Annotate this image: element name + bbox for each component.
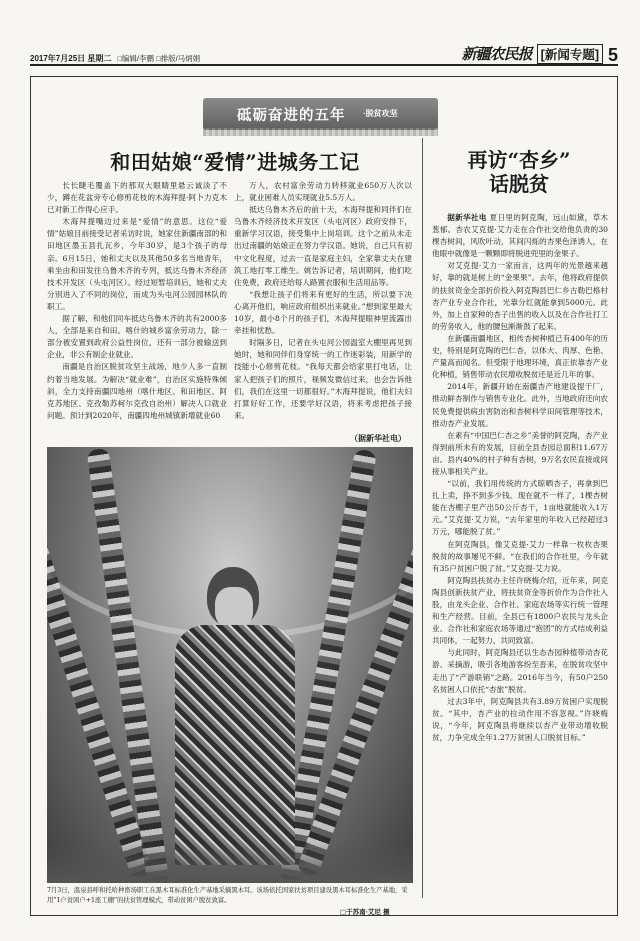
right-article-title — [432, 148, 606, 196]
paragraph: 木海拜提嘴边过来是“爱情”的意思。这位“爱情”姑娘目前接受记者采访时说，她家住新疆南部的和田地区墨玉县扎瓦乡，今年30岁，是3个孩子的母亲。6月15日，她和丈夫以及其他50多名当地青年，乘坐由和田发往乌鲁木齐的专列，抵达乌鲁木齐经济技术开发区（头屯河区）。经过短暂培训后，她和丈夫分别进入了不同的岗位，而成为头屯河公园园林队的职工。 — [47, 217, 227, 311]
topic-banner — [203, 98, 438, 130]
right-title-line-2: 话脱贫 — [489, 172, 549, 196]
paragraph: “以前，我们用传统的方式晾晒杏子，再拿到巴扎上卖，挣不到多少钱。现在就不一样了，1棵杏树能在杏棚子里产出50公斤杏干，1亩地就能收入1万元。”艾克提·艾力说，“去年家里的年收入已经超过3万元，哪能脱了贫。” — [432, 479, 608, 537]
left-article-column-2 — [234, 180, 412, 436]
news-photo — [47, 447, 413, 883]
left-article-column-1 — [47, 180, 227, 442]
left-article-source: （据新华社电） — [350, 433, 406, 443]
paragraph-text: 夏日里的阿克陶，远山如黛，草木葱郁。杏农艾克提·艾力走在合作社交给他负责的30棵杏树间，风吹叶动，其间闪烁的杏果色泽诱人，在他眼中就像是一颗颗即将脱进兜里的金果子。 — [432, 213, 608, 259]
ground-shadow — [47, 843, 413, 883]
paragraph: 在阿克陶县，像艾克提·艾力一样靠一枚枚杏果脱贫的故事屡见不鲜。“在我们的合作社里，今年就有35户贫困户脱了贫。”艾克提·艾力说。 — [432, 539, 608, 573]
paragraph: 长长睫毛覆盖下的那双大眼睛里悬云诚淡了不少，蹲在花盆旁专心修剪花枝的木海拜提·阿卜力克木已对新工作得心应手。 — [47, 181, 227, 215]
editor-credit: □编辑/李鹏 □排版/马炳娟 — [117, 54, 201, 63]
paragraph: 2014年，新疆开始在南疆杏产地建设提干厂，推动鲜杏制作与销售专业化。此外，当地政府还向农民免费提供病虫害防治和杏树科学田间管理等技术，推动杏产业发展。 — [432, 382, 608, 428]
page-number: 5 — [607, 45, 618, 65]
paragraph: 过去3年中，阿克陶县共有3.89万贫困户实现脱贫。“其中，杏产业的拉动作用不容忽视。”许晓梅说，“今年，阿克陶县将继续以杏产业带动增收脱贫，力争完成全年1.27万贫困人口脱贫目标。” — [432, 696, 608, 743]
banner-decoration — [203, 128, 438, 136]
paragraph: 时隔多日，记者在头屯河公园温室大棚里再见到她时，她和同伴们身穿统一的工作迷彩装，用新学的技能小心修剪花枝。“我每天都会给家里打电话，让家人把孩子们的照片，视频发微信过来，也会告诉他们，我们在这里一切都很好。”木海拜提说，他们夫妇打算好好工作，还要学好汉语，将来考虑把孩子接来。 — [234, 338, 412, 420]
paragraph: 与此同时，阿克陶县还以生态杏园种植带动杏花游、采摘游，吸引各地游客纷至沓来，在脱贫攻坚中走出了“产游联销”之路。2016年当今，有50户250名贫困人口依托“杏旅”脱贫。 — [432, 648, 608, 694]
section-label: [新闻专题] — [537, 44, 603, 64]
paragraph: “我想让孩子们将来有更好的生活，所以要下决心离开他们，响应政府组织出来就业。”想到家里最大10岁，最小8个月的孩子们，木海拜提眼神里流露出牵挂和忧愁。 — [234, 289, 412, 336]
paragraph: 对艾克提·艾力一家而言，这两年的光景越来越好，靠的就是树上的“金果果”。去年，他将政府提供的扶贫资金全部折价投入阿克陶县巴仁乡古勒巴格村杏产业专业合作社，光靠分红就能拿到5000元。此外，加上自家种的杏子出售的收入以及在合作社打工的劳务收入，他的腰包渐渐鼓了起来。 — [432, 261, 608, 331]
newspaper-name: 新疆农民报 — [461, 45, 532, 63]
paragraph: 据了解，和他们同车抵达乌鲁木齐的共有2000多人，全部是来自和田、喀什的城乡富余劳动力，除一部分被安置到政府公益性岗位，还有一部分被输送到企业，非公有制企业就业。 — [47, 314, 227, 360]
banner-subtitle: ·脱贫攻坚 — [363, 109, 398, 118]
right-article-body — [432, 212, 608, 898]
masthead — [462, 43, 618, 64]
paragraph: 抵达乌鲁木齐后的前十天，木海拜提和同伴们在乌鲁木齐经济技术开发区（头屯河区）政府安排下，重新学习汉语，接受集中上岗培训。这个之前从未走出过南疆的姑娘正在努力学汉语。她说，自己只有初中文化程度，过去一直是家庭主妇，全家靠丈夫在建筑工地打零工维生。姚告诉记者，培训期间，他们吃住免费，政府还给每人路置衣服和生活用品等。 — [234, 205, 412, 287]
paragraph: 在新疆南疆地区，相传杏树种植已有400年的历史，特别是阿克陶的巴仁杏，以体大、肉厚、色艳、产量高而闻名。但受限于地理环境，真正依靠杏产业化种植，销售带动农民增收脱贫还是近几年的事。 — [432, 333, 608, 380]
photo-caption: 7月3日，温泉县呼和托哈种畜场职工在黑木耳标准化生产基地采摘黑木耳。该场依托国家扶贫项目建设黑木耳标准化生产基地，采用“1户贫困户+1座工棚”的扶贫管理模式，带动贫困户脱贫致富。 — [47, 887, 408, 904]
paragraph: 万人，农村富余劳动力转移就业650万人次以上，就业困难人员实现就业5.5万人。 — [234, 181, 412, 203]
banner-title: 砥砺奋进的五年 — [237, 107, 346, 124]
worker-figure — [167, 567, 297, 867]
column-divider — [422, 138, 423, 898]
paragraph: 南疆是自治区脱贫攻坚主战场，地少人多一直制约着当地发展。为解决“就业难”，自治区实施特殊倾斜，全力支持南疆四地州（喀什地区、和田地区、阿克苏地区、克孜勒苏柯尔克孜自治州）解决人口就业问题。预计到2020年，南疆四地州城镇新增就业60 — [47, 362, 227, 420]
worker-patterned-shirt — [175, 625, 295, 865]
paragraph: 在素有“中国巴仁杏之乡”美誉的阿克陶，杏产业得到前所未有的发展，目前全县杏园总面积11.67万亩。县内40%的村子种有杏树，9万名农民直接或间接从事相关产业。 — [432, 430, 608, 476]
issue-date: 2017年7月25日 星期二 — [30, 54, 112, 63]
page-header — [30, 40, 618, 66]
right-title-line-1: 再访“杏乡” — [467, 148, 571, 172]
paragraph: 阿克陶县扶贫办主任许晓梅介绍，近年来，阿克陶县创新扶贫产业，将扶贫资金等折价作为合作社入股，由龙头企业、合作社、家庭农场等实行统一管理和生产经营。目前，全县已有1800户农民与龙头企业、合作社和家庭农场等通过“抱团”的方式结成利益共同体，一起努力、共同致富。 — [432, 575, 608, 646]
dateline: 据新华社电 — [447, 213, 487, 222]
photo-credit: □于苏南·艾尼 摄 — [340, 908, 390, 916]
worker-face — [215, 587, 253, 629]
paragraph — [432, 212, 608, 260]
left-article-title: 和田姑娘“爱情”进城务工记 — [110, 150, 360, 174]
